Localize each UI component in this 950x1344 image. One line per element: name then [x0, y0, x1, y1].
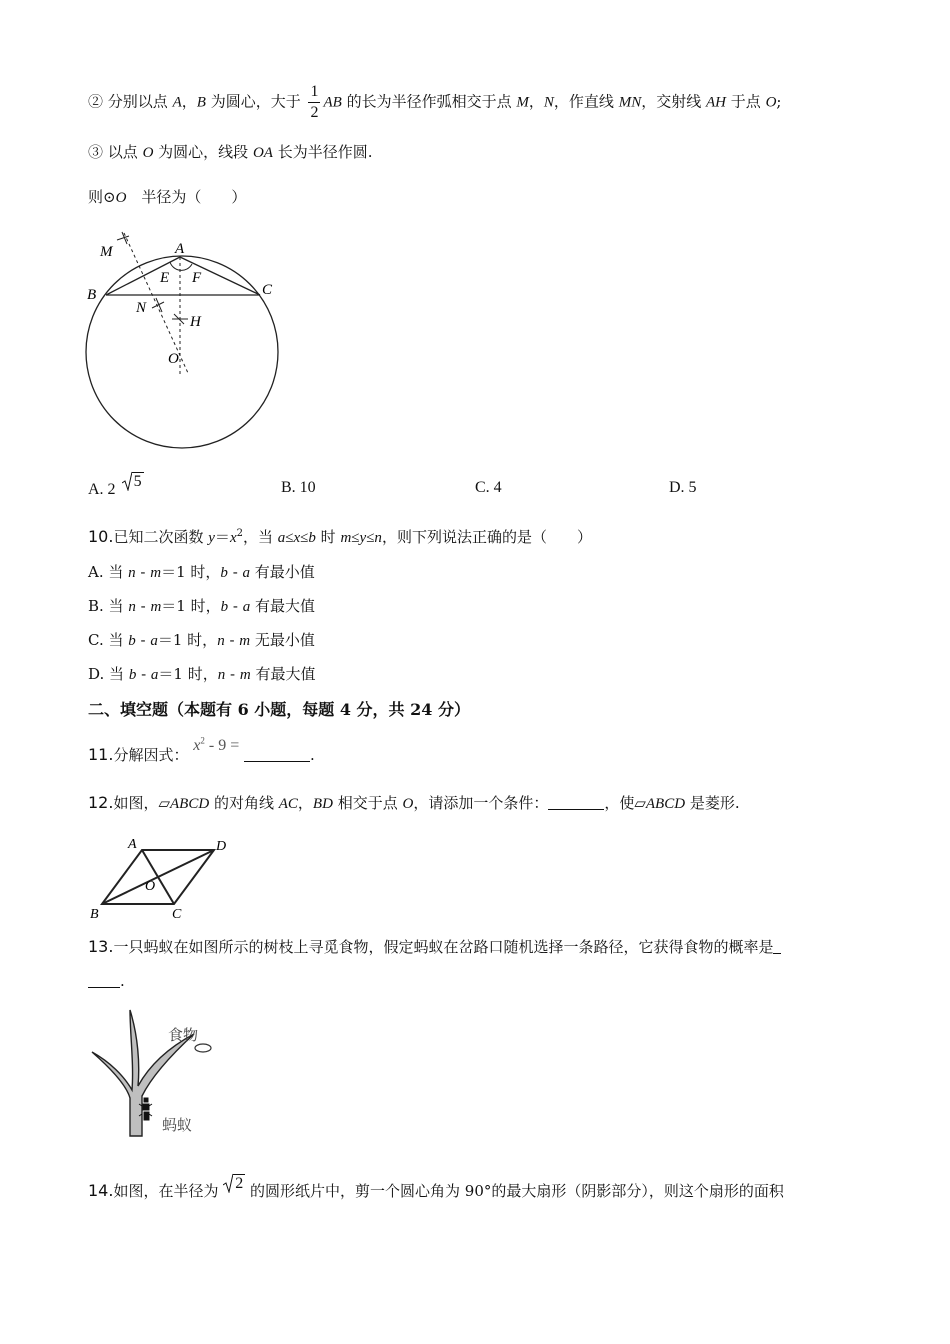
q13-continued: . [88, 972, 125, 990]
q13-answer-blank-part1[interactable] [773, 939, 781, 954]
label-o: O [145, 879, 156, 894]
q12-parallelogram-figure [86, 834, 236, 922]
arc-mark-h [172, 314, 188, 324]
food-icon [195, 1044, 211, 1052]
section-title-fill-in: 二、填空题（本题有 6 小题，每题 4 分，共 24 分） [88, 700, 470, 719]
label-m: M [100, 244, 113, 260]
q9-ask: 则⊙O 半径为（ ） [88, 188, 247, 206]
q9-option-b[interactable]: B. 10 [281, 479, 316, 496]
label-e: E [160, 270, 170, 286]
q12-answer-blank[interactable] [548, 795, 604, 810]
angle-arc-a [170, 262, 192, 270]
label-b: B [87, 287, 97, 303]
q9-step3: ③ 以点 O 为圆心，线段 OA 长为半径作圆. [88, 143, 373, 161]
ant-label: 蚂蚁 [162, 1116, 193, 1134]
label-f: F [192, 270, 202, 286]
label-c: C [172, 907, 182, 922]
fraction-one-half: $\frac{1}{2}$ [310, 83, 319, 121]
q11: 11.分解因式： $x^2 - 9$ = . [88, 735, 315, 764]
q10-option-c[interactable]: C. 当 b - a＝1 时，n - m 无最小值 [88, 631, 315, 649]
q10-option-a[interactable]: A. 当 n - m＝1 时，b - a 有最小值 [88, 563, 315, 581]
q9-step2: ② 分别以点 A，B 为圆心，大于 $\frac{1}{2}$ AB 的长为半径作弧相交于点 M，N，作直线 MN，交射线 AH 于点 O; [88, 83, 782, 121]
q14: 14.如图，在半径为 2 的圆形纸片中，剪一个圆心角为 90°的最大扇形（阴影部分），则这个扇形的面积 [88, 1175, 784, 1200]
label-c: C [262, 282, 273, 298]
q9-option-d[interactable]: D. 5 [669, 479, 697, 496]
q11-answer-blank[interactable] [244, 747, 310, 762]
q13-tree-figure [86, 1004, 216, 1138]
q12: 12.如图，▱ABCD 的对角线 AC，BD 相交于点 O，请添加一个条件： ，使▱ABCD 是菱形. [88, 793, 740, 812]
q9-option-a[interactable]: A. 2 5 [88, 473, 142, 498]
q9-option-c[interactable]: C. 4 [475, 479, 502, 496]
q11-expression: $x^2 - 9$ = [193, 735, 240, 754]
label-a: A [175, 241, 185, 257]
q10-option-d[interactable]: D. 当 b - a＝1 时，n - m 有最大值 [88, 665, 316, 683]
label-n: N [136, 300, 147, 316]
label-h: H [190, 314, 201, 330]
sqrt-five: 5 [122, 471, 144, 491]
label-b: B [90, 907, 99, 922]
label-a: A [128, 837, 137, 852]
food-label: 食物 [168, 1026, 199, 1044]
q13: 13.一只蚂蚁在如图所示的树枝上寻觅食物，假定蚂蚁在岔路口随机选择一条路径，它获得食物的概率是 [88, 936, 781, 957]
q10-option-b[interactable]: B. 当 n - m＝1 时，b - a 有最大值 [88, 597, 315, 615]
arc-mark-n [152, 298, 164, 312]
sqrt-two: 2 [223, 1173, 245, 1193]
arc-mark-m [117, 232, 129, 244]
q10-stem: 10.已知二次函数 $y=x^2$，当 a≤x≤b 时 m≤y≤n，则下列说法正确的是（ ） [88, 527, 592, 546]
q13-answer-blank-part2[interactable] [88, 973, 120, 988]
circle-o [86, 256, 278, 448]
label-o: O [168, 351, 179, 367]
label-d: D [216, 839, 227, 854]
q9-circle-figure [84, 228, 294, 458]
diagonal-bd [102, 850, 214, 904]
